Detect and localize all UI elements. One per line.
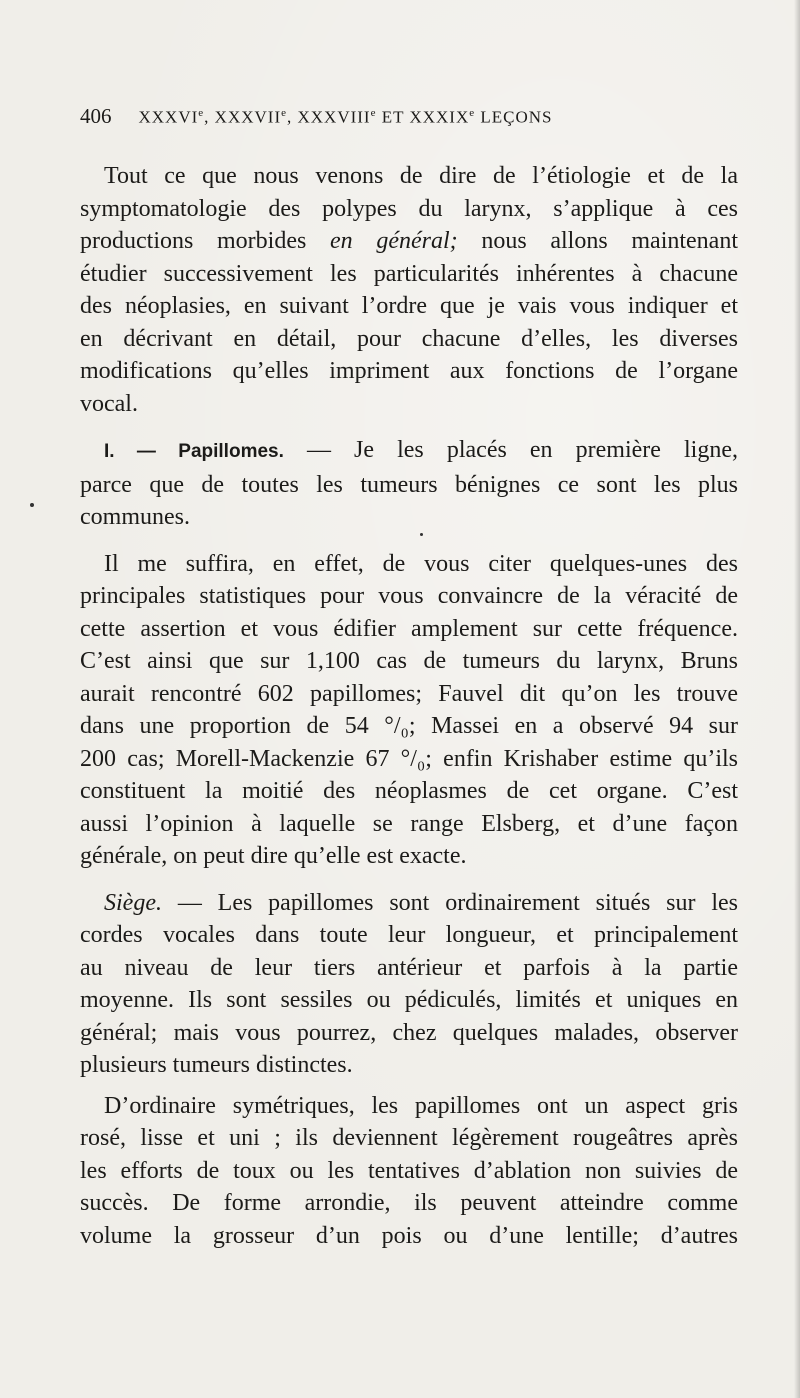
text-line: cordes vocales dans toute leur longueur, et principalement xyxy=(80,922,738,948)
text-line xyxy=(80,887,738,920)
title-sup: e xyxy=(370,107,377,120)
title-part: , XXXVII xyxy=(204,108,282,127)
title-part: LEÇONS xyxy=(475,108,553,127)
title-sup: e xyxy=(281,107,287,120)
text-line: général; mais vous pourrez, chez quelques malades, observer xyxy=(80,1019,738,1046)
text-run: — Je les placés en première ligne, xyxy=(283,437,738,463)
title-sup: e xyxy=(469,107,476,120)
paragraph-siege xyxy=(80,887,738,1082)
running-title xyxy=(139,107,553,128)
text-line xyxy=(80,434,738,469)
text-line: au niveau de leur tiers antérieur et parfois à la partie xyxy=(80,954,738,981)
text-line: en décrivant en détail, pour chacune d’elles, les diverses xyxy=(80,325,738,352)
text-line: dans une proportion de 54 °/₀; Massei en a observé 94 sur xyxy=(80,713,738,739)
page-number: 406 xyxy=(80,104,112,128)
paragraph-intro xyxy=(80,160,738,420)
section-heading: I. — Papillomes. xyxy=(104,441,284,462)
text-line: volume la grosseur d’un pois ou d’une lentille; d’autres xyxy=(80,1222,738,1249)
text-line: constituent la moitié des néoplasmes de cet organe. C’est xyxy=(80,778,738,804)
paragraph-gap xyxy=(80,873,738,887)
text-line: principales statistiques pour vous convaincre de la véracité de xyxy=(80,583,738,609)
text-run: productions morbides xyxy=(80,228,331,254)
text-line: aurait rencontré 602 papillomes; Fauvel dit qu’on les trouve xyxy=(80,680,738,707)
text-line: symptomatologie des polypes du larynx, s’applique à ces xyxy=(80,195,738,222)
text-line: communes. xyxy=(80,504,190,530)
text-line: aussi l’opinion à laquelle se range Elsberg, et d’une façon xyxy=(80,810,738,837)
paragraph-gap xyxy=(80,420,738,434)
title-part: XXXVI xyxy=(138,108,199,127)
text-line: parce que de toutes les tumeurs bénignes ce sont les plus xyxy=(80,471,738,498)
ink-speck xyxy=(30,503,34,507)
text-line: vocal. xyxy=(80,390,138,417)
text-line: modifications qu’elles impriment aux fonctions de l’organe xyxy=(80,358,738,384)
text-line: cette assertion et vous édifier amplement sur cette fréquence. xyxy=(80,615,738,642)
text-line: succès. De forme arrondie, ils peuvent atteindre comme xyxy=(80,1190,738,1216)
page-edge-shadow xyxy=(794,0,800,1398)
text-line: rosé, lisse et uni ; ils deviennent légèrement rougeâtres après xyxy=(80,1125,738,1151)
text-line: moyenne. Ils sont sessiles ou pédiculés, limités et uniques en xyxy=(80,987,738,1013)
paragraph-papillomes xyxy=(80,434,738,534)
text-line: générale, on peut dire qu’elle est exacte. xyxy=(80,843,467,869)
paragraph-aspect xyxy=(80,1090,738,1253)
italic-run: en général; xyxy=(330,228,458,254)
title-part: , XXXVIII xyxy=(287,108,371,127)
text-line: étudier successivement les particularités inhérentes à chacune xyxy=(80,260,738,287)
text-run: — Les papillomes sont ordinairement situés sur les xyxy=(161,889,738,916)
text-line: les efforts de toux ou les tentatives d’ablation non suivies de xyxy=(80,1157,738,1184)
text-line: C’est ainsi que sur 1,100 cas de tumeurs du larynx, Bruns xyxy=(80,648,738,674)
body-text xyxy=(80,160,738,1252)
paragraph-gap xyxy=(80,534,738,548)
text-line: Tout ce que nous venons de dire de l’étiologie et de la xyxy=(104,163,738,189)
text-line: des néoplasies, en suivant l’ordre que je vais vous indiquer et xyxy=(80,293,738,319)
text-line: plusieurs tumeurs distinctes. xyxy=(80,1052,353,1078)
text-line xyxy=(80,225,738,258)
text-line: 200 cas; Morell-Mackenzie 67 °/₀; enfin Krishaber estime qu’ils xyxy=(80,745,738,772)
title-sup: e xyxy=(198,107,205,120)
text-line: Il me suffira, en effet, de vous citer quelques-unes des xyxy=(104,550,738,577)
text-line: D’ordinaire symétriques, les papillomes ont un aspect gris xyxy=(104,1092,738,1119)
paragraph-statistics xyxy=(80,548,738,873)
text-run: nous allons maintenant xyxy=(457,228,739,254)
paragraph-gap xyxy=(80,1082,738,1090)
title-part: ET XXXIX xyxy=(376,108,470,127)
running-header xyxy=(80,104,720,134)
section-heading-italic: Siège. xyxy=(104,889,162,916)
